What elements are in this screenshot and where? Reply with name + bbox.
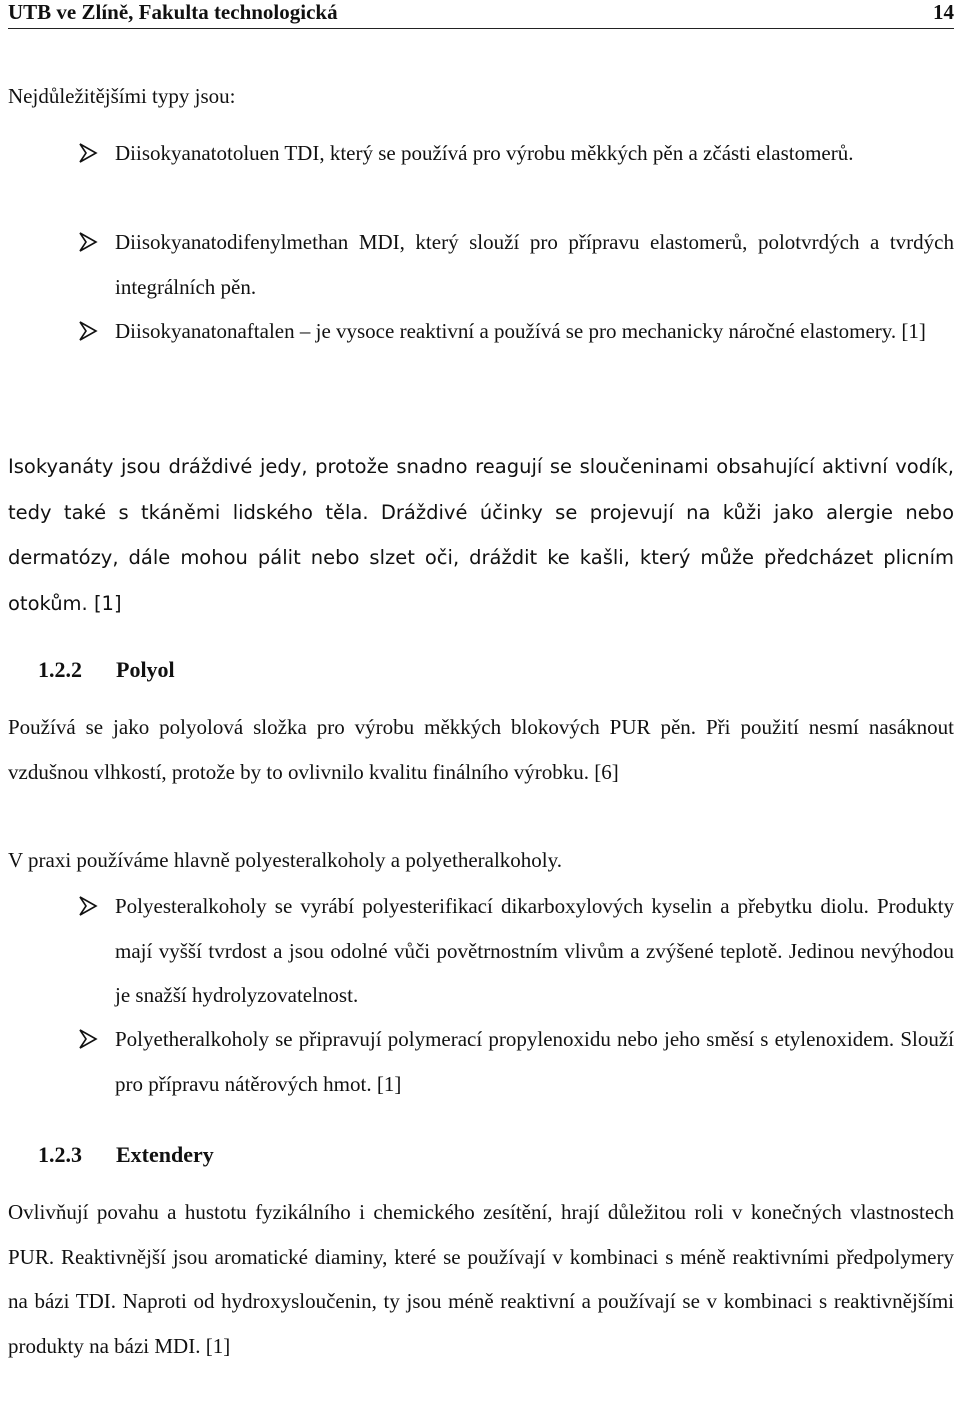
list-item-mdi: Diisokyanatodifenylmethan MDI, který slouží pro přípravu elastomerů, polotvrdých a tvrdých integrálních pěn. — [115, 230, 954, 299]
section-number: 1.2.3 — [38, 1142, 82, 1167]
arrow-bullet-icon — [77, 895, 99, 917]
section-number: 1.2.2 — [38, 657, 82, 682]
isocyanate-paragraph-part2: Dráždivé účinky se projevují na kůži jako alergie nebo dermatózy, dále mohou pálit nebo slzet oči, dráždit ke kašli, který může předcházet plicním otokům. [1] — [8, 500, 954, 615]
page-header — [8, 0, 954, 29]
list-item-tdi: Diisokyanatotoluen TDI, který se používá pro výrobu měkkých pěn a zčásti elastomerů. — [115, 141, 854, 165]
extendery-paragraph: Ovlivňují povahu a hustotu fyzikálního i chemického zesítění, hrají důležitou roli v konečných vlastnostech PUR. Reaktivnější jsou aromatické diaminy, které se používají v kombinaci s méně reaktivními předpolymery na bázi TDI. Naproti od hydroxysloučenin, ty jsou méně reaktivní a používají se v kombinaci s reaktivnějšími produkty na bázi MDI. [1] — [8, 1200, 954, 1358]
list-item-ndi: Diisokyanatonaftalen – je vysoce reaktivní a používá se pro mechanicky náročné elastomery. [1] — [115, 319, 926, 343]
list-item-polyester: Polyesteralkoholy se vyrábí polyesterifikací dikarboxylových kyselin a přebytku diolu. Produkty mají vyšší tvrdost a jsou odolné vůči povětrnostním vlivům a zvýšené teplotě. Jedinou nevýhodou je snažší hydrolyzovatelnost. — [115, 894, 954, 1007]
arrow-bullet-icon — [77, 1028, 99, 1050]
arrow-bullet-icon — [77, 320, 99, 342]
polyol-paragraph: Používá se jako polyolová složka pro výrobu měkkých blokových PUR pěn. Při použití nesmí nasáknout vzdušnou vlhkostí, protože by to ovlivnilo kvalitu finálního výrobku. [6] — [8, 715, 954, 784]
section-title: Polyol — [116, 657, 175, 682]
isocyanate-paragraph — [8, 444, 954, 626]
isocyanate-paragraph-part1: Isokyanáty jsou dráždivé jedy, protože snadno reagují se sloučeninami obsahující aktivní vodík, tedy také s tkáněmi lidského těla. — [8, 455, 954, 524]
page-number: 14 — [933, 0, 954, 24]
intro-text: Nejdůležitějšími typy jsou: — [8, 84, 236, 108]
header-title: UTB ve Zlíně, Fakulta technologická — [8, 0, 338, 24]
section-heading-extendery — [38, 1140, 214, 1170]
list-item-polyether: Polyetheralkoholy se připravují polymerací propylenoxidu nebo jeho směsí s etylenoxidem. Slouží pro přípravu nátěrových hmot. [1] — [115, 1027, 954, 1096]
section-heading-polyol — [38, 655, 175, 685]
practice-text: V praxi používáme hlavně polyesteralkoholy a polyetheralkoholy. — [8, 848, 563, 872]
section-title: Extendery — [116, 1142, 214, 1167]
arrow-bullet-icon — [77, 231, 99, 253]
arrow-bullet-icon — [77, 142, 99, 164]
